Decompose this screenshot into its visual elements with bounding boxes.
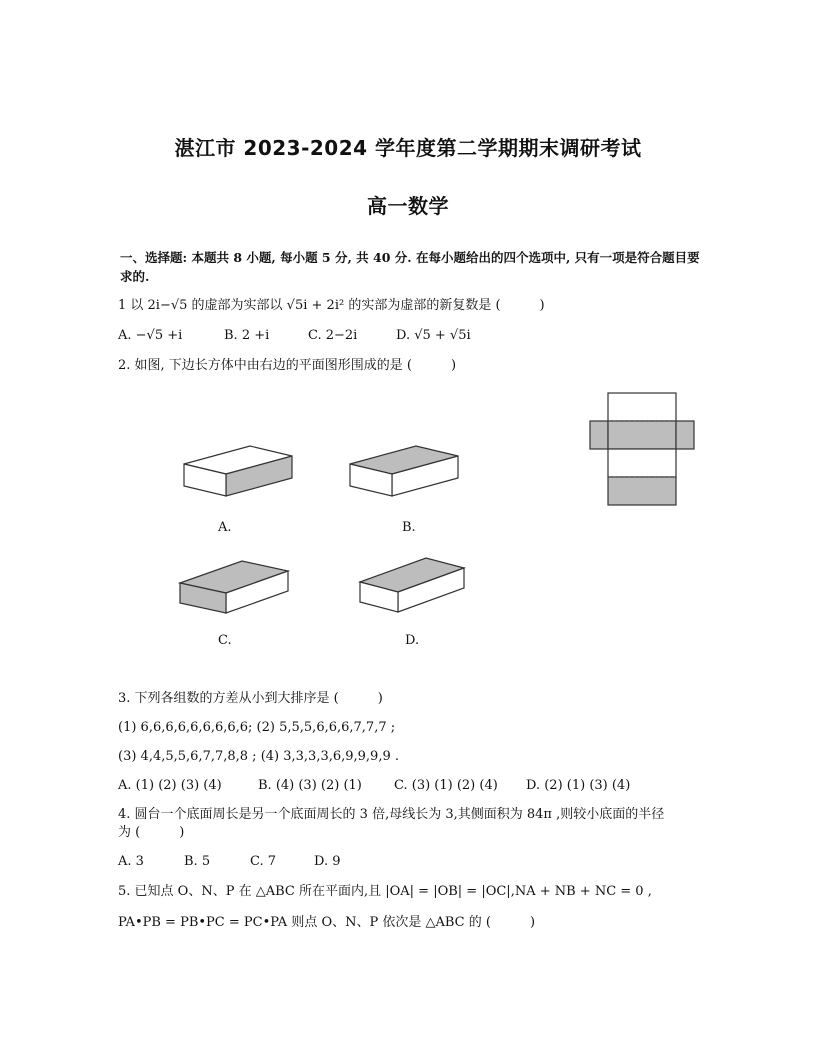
question-3-options	[118, 777, 630, 795]
cuboid-c-figure	[176, 553, 292, 615]
q4-option-a: A. 3	[118, 854, 144, 869]
question-3-line-1: (1) 6,6,6,6,6,6,6,6,6; (2) 5,5,5,6,6,6,7,7,7 ;	[118, 720, 396, 735]
question-4-options	[118, 853, 341, 871]
section-heading: 一、选择题: 本题共 8 小题, 每小题 5 分, 共 40 分. 在每小题给出的四个选项中, 只有一项是符合题目要求的.	[120, 250, 700, 284]
cuboid-d-figure	[356, 550, 468, 614]
q3-option-b: B. (4) (3) (2) (1)	[258, 778, 362, 793]
option-d-label: D.	[405, 633, 420, 648]
cuboid-b-figure	[346, 438, 462, 500]
cuboid-a-figure	[180, 438, 296, 500]
q1-option-a: A. −√5 +i	[118, 328, 183, 343]
exam-title: 湛江市 2023-2024 学年度第二学期期末调研考试	[174, 136, 642, 160]
q1-option-b: B. 2 +i	[224, 328, 270, 343]
question-4-text-line-2: 为 ( )	[118, 825, 185, 840]
q3-option-d: D. (2) (1) (3) (4)	[526, 778, 631, 793]
q4-option-d: D. 9	[314, 854, 341, 869]
q4-option-b: B. 5	[184, 854, 211, 869]
option-a-label: A.	[218, 520, 232, 535]
q4-option-c: C. 7	[250, 854, 277, 869]
question-1-options	[118, 327, 471, 345]
question-3-line-2: (3) 4,4,5,5,6,7,7,8,8 ; (4) 3,3,3,3,6,9,9,9,9 .	[118, 749, 399, 764]
q1-option-d: D. √5 + √5i	[396, 328, 471, 343]
subject-title: 高一数学	[367, 194, 449, 218]
question-5-text-line-1: 5. 已知点 O、N、P 在 △ABC 所在平面内,且 |OA| = |OB| = |OC|,NA + NB + NC = 0 ,	[118, 884, 652, 899]
option-b-label: B.	[402, 520, 416, 535]
question-2-text: 2. 如图, 下边长方体中由右边的平面图形围成的是 ( )	[118, 358, 457, 373]
q3-option-a: A. (1) (2) (3) (4)	[118, 778, 222, 793]
q3-option-c: C. (3) (1) (2) (4)	[394, 778, 498, 793]
question-5-text-line-2: PA•PB = PB•PC = PC•PA 则点 O、N、P 依次是 △ABC 的 ( )	[118, 915, 536, 930]
cuboid-net-figure	[588, 390, 696, 508]
question-4-text-line-1: 4. 圆台一个底面周长是另一个底面周长的 3 倍,母线长为 3,其侧面积为 84π ,则较小底面的半径	[118, 807, 665, 822]
question-3-text: 3. 下列各组数的方差从小到大排序是 ( )	[118, 691, 383, 706]
option-c-label: C.	[218, 633, 232, 648]
question-1-text: 1 以 2i−√5 的虚部为实部以 √5i + 2i² 的实部为虚部的新复数是 ( )	[118, 298, 545, 313]
q1-option-c: C. 2−2i	[308, 328, 358, 343]
